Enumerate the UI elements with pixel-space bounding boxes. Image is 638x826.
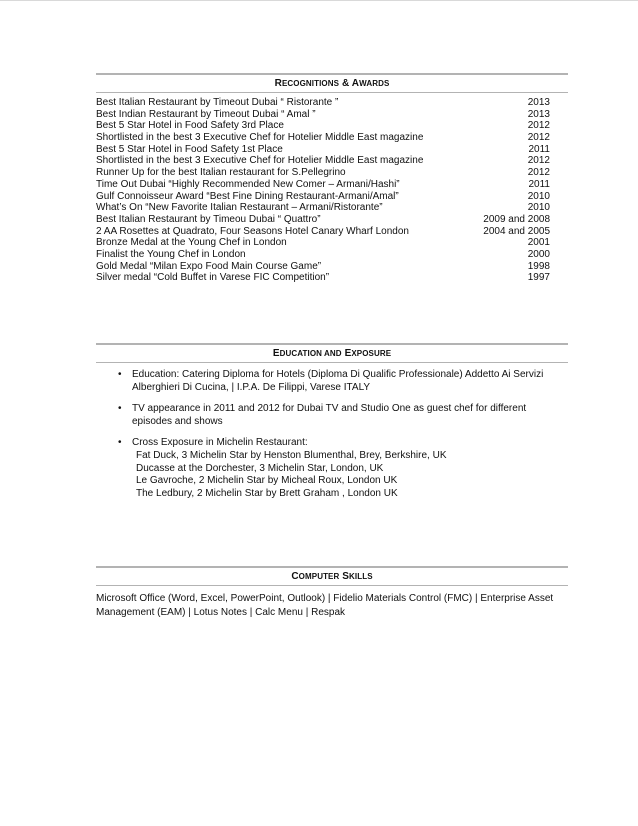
award-year: 1998 [527,260,550,272]
skills-heading: COMPUTER SKILLS [291,571,373,582]
section-bottom-rule [96,362,568,363]
section-bottom-rule [96,92,568,93]
award-title: Shortlisted in the best 3 Executive Chef for Hotelier Middle East magazine [96,132,424,144]
award-year: 2011 [528,143,550,155]
michelin-restaurant-item: Le Gavroche, 2 Michelin Star by Micheal Roux, London UK [136,475,398,487]
award-title: Best Italian Restaurant by Timeout Dubai “ Ristorante ” [96,97,339,108]
award-row [96,97,568,109]
michelin-restaurant-item: The Ledbury, 2 Michelin Star by Brett Graham , London UK [136,487,398,499]
award-row [96,179,568,191]
award-year: 2004 and 2005 [483,225,550,237]
award-row [96,155,568,167]
award-title: Bronze Medal at the Young Chef in London [96,237,287,249]
award-title: 2 AA Rosettes at Quadrato, Four Seasons Hotel Canary Wharf London [96,225,409,237]
award-row [96,272,568,284]
award-title: Best 5 Star Hotel in Food Safety 3rd Place [96,120,284,132]
award-year: 2012 [527,167,550,179]
bullet-icon: • [118,437,122,449]
list-item [96,403,568,428]
list-item [96,437,568,500]
award-year: 2000 [527,248,550,260]
list-item [96,369,568,394]
awards-list [96,97,568,284]
award-year: 2001 [527,237,550,249]
skills-section [96,566,568,619]
award-row [96,226,568,238]
award-row [96,249,568,261]
award-title: Finalist the Young Chef in London [96,248,246,260]
award-year: 1997 [527,272,550,284]
award-row [96,167,568,179]
award-title: Gulf Connoisseur Award “Best Fine Dining Restaurant-Armani/Amal” [96,190,399,202]
recognitions-heading: RECOGNITIONS & AWARDS [274,78,390,89]
award-row [96,214,568,226]
award-title: What’s On “New Favorite Italian Restaurant – Armani/Ristorante” [96,202,383,214]
award-title: Silver medal “Cold Buffet in Varese FIC Competition” [96,272,330,284]
education-section [96,343,568,500]
skills-text: Microsoft Office (Word, Excel, PowerPoint, Outlook) | Fidelio Materials Control (FMC) | Enterprise Asset Management (EAM) | Lotus Notes | Calc Menu | Respak [96,593,554,618]
award-title: Best Italian Restaurant by Timeou Dubai “ Quattro” [96,213,321,225]
education-heading: EDUCATION AND EXPOSURE [272,348,392,359]
page-top-edge [0,0,638,1]
section-top-rule [96,343,568,345]
section-top-rule [96,566,568,568]
award-year: 2012 [527,155,550,167]
award-title: Runner Up for the best Italian restaurant for S.Pellegrino [96,167,346,179]
education-list [96,369,568,500]
award-row [96,120,568,132]
award-row [96,237,568,249]
award-title: Best 5 Star Hotel in Food Safety 1st Place [96,143,283,155]
michelin-exposure-title: Cross Exposure in Michelin Restaurant: [132,437,308,449]
award-year: 2010 [527,202,550,214]
award-year: 2013 [527,108,550,120]
award-year: 2010 [527,190,550,202]
award-year: 2013 [527,97,550,108]
section-bottom-rule [96,585,568,586]
award-row [96,132,568,144]
award-year: 2012 [527,132,550,144]
award-row [96,109,568,121]
award-title: Shortlisted in the best 3 Executive Chef for Hotelier Middle East magazine [96,155,424,167]
award-year: 2011 [528,178,550,190]
section-top-rule [96,73,568,75]
bullet-icon: • [118,403,122,415]
award-row [96,191,568,203]
tv-appearance-text: TV appearance in 2011 and 2012 for Dubai TV and Studio One as guest chef for different episodes and shows [132,403,527,427]
michelin-restaurant-item: Fat Duck, 3 Michelin Star by Henston Blumenthal, Brey, Berkshire, UK [136,449,447,461]
award-row [96,261,568,273]
award-row [96,202,568,214]
michelin-restaurant-item: Ducasse at the Dorchester, 3 Michelin Star, London, UK [136,462,384,474]
michelin-list [132,450,568,500]
award-title: Gold Medal “Milan Expo Food Main Course Game” [96,260,322,272]
recognitions-section [96,73,568,284]
award-year: 2012 [527,120,550,132]
award-row [96,144,568,156]
award-year: 2009 and 2008 [483,213,550,225]
award-title: Time Out Dubai “Highly Recommended New Comer – Armani/Hashi” [96,178,400,190]
bullet-icon: • [118,369,122,380]
award-title: Best Indian Restaurant by Timeout Dubai “ Amal ” [96,108,316,120]
education-diploma-text: Education: Catering Diploma for Hotels (Diploma Di Qualific Professionale) Addetto Ai Servizi Alberghieri Di Cucina, | I.P.A. De Filippi, Varese ITALY [132,369,544,393]
